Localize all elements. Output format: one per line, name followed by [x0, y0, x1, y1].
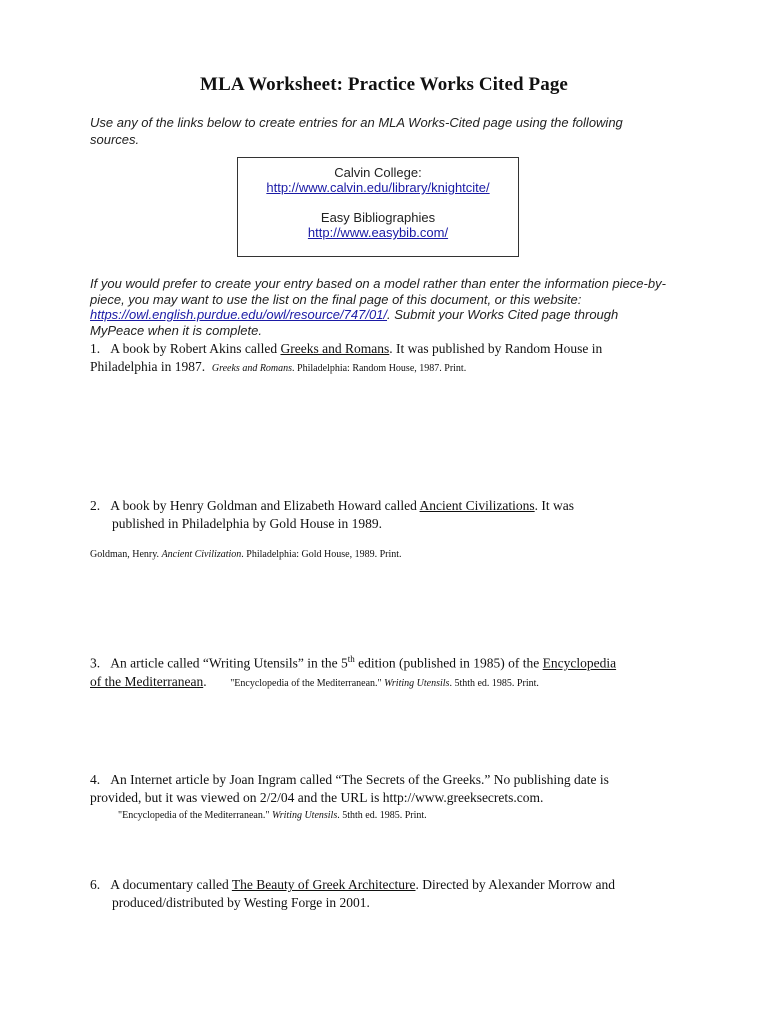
- question-number: 4.: [90, 772, 101, 787]
- book-title: Greeks and Romans: [280, 341, 390, 356]
- question-1: [90, 340, 690, 378]
- question-text: . Directed by Alexander Morrow and: [415, 877, 615, 892]
- question-4: [90, 771, 690, 807]
- question-text: edition (published in 1985) of the: [354, 655, 543, 671]
- answer-entry: [230, 678, 539, 689]
- question-text: provided, but it was viewed on 2/2/04 and the URL is http://www.greeksecrets.com.: [90, 790, 544, 805]
- answer-entry-2: [90, 549, 402, 560]
- calvin-label: Calvin College:: [334, 165, 422, 180]
- question-text: A documentary called: [110, 877, 232, 892]
- model-paragraph: [90, 276, 670, 338]
- question-text: .: [203, 673, 207, 689]
- answer-entry: [212, 363, 466, 374]
- question-number: 2.: [90, 498, 101, 513]
- answer-pre: "Encyclopedia of the Mediterranean.": [118, 810, 272, 821]
- documentary-title: The Beauty of Greek Architecture: [231, 877, 416, 892]
- question-text: An article called “Writing Utensils” in the 5: [110, 655, 348, 671]
- book-title: Encyclopedia: [542, 655, 617, 671]
- model-text-before: If you would prefer to create your entry based on a model rather than enter the information piece-by-piece, you may want to use the list on the final page of this document, or this website:: [90, 276, 666, 307]
- answer-entry-4: [118, 810, 427, 821]
- model-text-after: . Submit your Works Cited page through MyPeace when it is complete.: [90, 307, 619, 338]
- question-text: Philadelphia in 1987.: [90, 359, 206, 374]
- question-number: 1.: [90, 341, 101, 356]
- answer-italic: Writing Utensils: [271, 810, 338, 821]
- question-text: A book by Robert Akins called: [110, 341, 281, 356]
- page-title: MLA Worksheet: Practice Works Cited Page: [200, 74, 568, 95]
- answer-rest: . 5thth ed. 1985. Print.: [337, 810, 427, 821]
- question-2: [90, 497, 690, 533]
- question-text: produced/distributed by Westing Forge in 2001.: [112, 895, 370, 910]
- answer-pre: "Encyclopedia of the Mediterranean.": [230, 677, 385, 689]
- easybib-link[interactable]: http://www.easybib.com/: [307, 225, 449, 240]
- question-number: 3.: [90, 655, 101, 671]
- question-text: An Internet article by Joan Ingram called “The Secrets of the Greeks.” No publishing date is: [110, 772, 609, 787]
- answer-italic: Ancient Civilization: [161, 549, 242, 560]
- answer-italic: Writing Utensils: [384, 677, 450, 689]
- question-6: [90, 876, 690, 912]
- question-number: 6.: [90, 877, 101, 892]
- answer-rest: . 5thth ed. 1985. Print.: [449, 677, 539, 689]
- question-text: published in Philadelphia by Gold House in 1989.: [112, 516, 382, 531]
- purdue-owl-link[interactable]: https://owl.english.purdue.edu/owl/resource/747/01/: [90, 307, 388, 322]
- calvin-link[interactable]: http://www.calvin.edu/library/knightcite/: [266, 180, 490, 195]
- link-box: [237, 157, 519, 257]
- book-title: Ancient Civilizations: [419, 498, 535, 513]
- question-text: . It was: [534, 498, 575, 513]
- superscript: th: [347, 654, 355, 664]
- book-title: of the Mediterranean: [90, 673, 204, 689]
- answer-rest: . Philadelphia: Random House, 1987. Print.: [292, 363, 467, 374]
- answer-rest: . Philadelphia: Gold House, 1989. Print.: [241, 549, 402, 560]
- easybib-label: Easy Bibliographies: [320, 210, 436, 225]
- question-text: . It was published by Random House in: [389, 341, 603, 356]
- question-3: [90, 650, 690, 693]
- intro-text: Use any of the links below to create entries for an MLA Works-Cited page using the following sources.: [90, 115, 623, 147]
- answer-pre: Goldman, Henry.: [90, 549, 162, 560]
- answer-italic: Greeks and Romans: [211, 363, 293, 374]
- question-text: A book by Henry Goldman and Elizabeth Howard called: [110, 498, 420, 513]
